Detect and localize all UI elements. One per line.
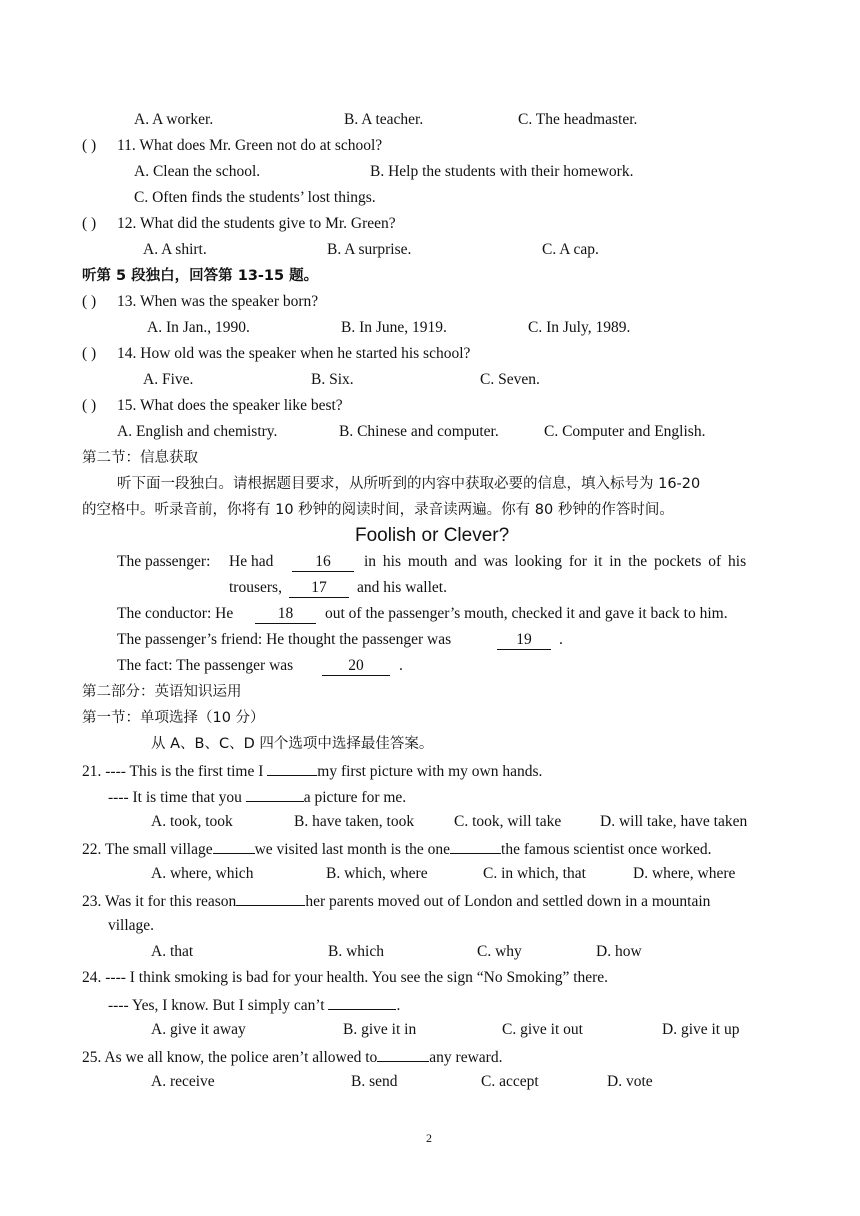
q24-blank[interactable] bbox=[328, 994, 396, 1010]
form-title: Foolish or Clever? bbox=[355, 525, 510, 546]
q12-paren: ( ) bbox=[82, 215, 97, 232]
q14-option-c: C. Seven. bbox=[480, 371, 540, 388]
blank-19[interactable]: 19 bbox=[497, 631, 551, 650]
q25-option-b: B. send bbox=[351, 1073, 398, 1090]
q11-paren: ( ) bbox=[82, 137, 97, 154]
q12-option-c: C. A cap. bbox=[542, 241, 599, 258]
q25-option-c: C. accept bbox=[481, 1073, 539, 1090]
q22-text-3: the famous scientist once worked. bbox=[501, 841, 712, 858]
q24-option-c: C. give it out bbox=[502, 1021, 583, 1038]
q21-line1 bbox=[82, 760, 542, 782]
section1-instruction: 从 A、B、C、D 四个选项中选择最佳答案。 bbox=[151, 736, 434, 752]
passenger-text-2-wrap bbox=[364, 552, 780, 572]
q10-option-c: C. The headmaster. bbox=[518, 111, 638, 128]
blank-18[interactable]: 18 bbox=[255, 605, 316, 624]
q22-blank-1[interactable] bbox=[213, 838, 255, 854]
q21-line2 bbox=[108, 786, 406, 808]
q23-stem bbox=[82, 890, 710, 912]
q23-text-3: village. bbox=[108, 917, 155, 934]
q24-line1: 24. ---- I think smoking is bad for your health. You see the sign “No Smoking” there. bbox=[82, 969, 609, 986]
blank-16[interactable]: 16 bbox=[292, 553, 354, 572]
q22-stem bbox=[82, 838, 712, 860]
q10-option-b: B. A teacher. bbox=[344, 111, 424, 128]
fact-text-2: . bbox=[399, 657, 403, 674]
part-b-heading: 第二部分：英语知识运用 bbox=[82, 684, 242, 700]
q24-line2 bbox=[108, 994, 400, 1016]
q15-option-c: C. Computer and English. bbox=[544, 423, 706, 440]
q24-option-b: B. give it in bbox=[343, 1021, 417, 1038]
blank-20[interactable]: 20 bbox=[322, 657, 390, 676]
q24-line2-end: . bbox=[396, 997, 401, 1014]
q21-option-a: A. took, took bbox=[151, 813, 233, 830]
q12-option-b: B. A surprise. bbox=[327, 241, 412, 258]
q14-option-a: A. Five. bbox=[143, 371, 194, 388]
q10-option-a: A. A worker. bbox=[134, 111, 214, 128]
q25-blank[interactable] bbox=[377, 1046, 429, 1062]
q21-option-c: C. took, will take bbox=[454, 813, 562, 830]
q21-blank-2[interactable] bbox=[246, 786, 304, 802]
q13-stem: 13. When was the speaker born? bbox=[117, 293, 319, 310]
fact-text-1: The fact: The passenger was bbox=[117, 657, 294, 674]
q22-option-c: C. in which, that bbox=[483, 865, 586, 882]
q14-option-b: B. Six. bbox=[311, 371, 354, 388]
q23-option-b: B. which bbox=[328, 943, 384, 960]
q22-text-2: we visited last month is the one bbox=[254, 841, 451, 858]
q23-blank[interactable] bbox=[236, 890, 305, 906]
q21-line2-b: a picture for me. bbox=[303, 789, 407, 806]
passenger-label: The passenger: bbox=[117, 553, 211, 570]
friend-text-1: The passenger’s friend: He thought the passenger was bbox=[117, 631, 452, 648]
q11-stem: 11. What does Mr. Green not do at school? bbox=[117, 137, 383, 154]
section5-heading: 听第 5 段独白，回答第 13-15 题。 bbox=[82, 268, 319, 284]
q22-text-1: 22. The small village bbox=[82, 841, 213, 858]
q23-text-1: 23. Was it for this reason bbox=[82, 893, 237, 910]
section1-heading: 第一节：单项选择（10 分） bbox=[82, 710, 265, 726]
q11-option-b: B. Help the students with their homework. bbox=[370, 163, 634, 180]
page-number: 2 bbox=[426, 1131, 432, 1145]
q24-line2-text: ---- Yes, I know. But I simply can’t bbox=[108, 997, 325, 1014]
q24-option-d: D. give it up bbox=[662, 1021, 740, 1038]
q11-option-c: C. Often finds the students’ lost things. bbox=[134, 189, 376, 206]
q13-option-b: B. In June, 1919. bbox=[341, 319, 447, 336]
q15-paren: ( ) bbox=[82, 397, 97, 414]
q21-blank-1[interactable] bbox=[267, 760, 317, 776]
q21-option-b: B. have taken, took bbox=[294, 813, 415, 830]
q21-line1-b: my first picture with my own hands. bbox=[317, 763, 543, 780]
q21-line2-a: ---- It is time that you bbox=[108, 789, 242, 806]
q12-option-a: A. A shirt. bbox=[143, 241, 207, 258]
q13-paren: ( ) bbox=[82, 293, 97, 310]
q25-stem bbox=[82, 1046, 502, 1068]
q15-stem: 15. What does the speaker like best? bbox=[117, 397, 343, 414]
q14-paren: ( ) bbox=[82, 345, 97, 362]
passenger-text-1: He had bbox=[229, 553, 274, 570]
q25-option-d: D. vote bbox=[607, 1073, 653, 1090]
conductor-text-2: out of the passenger’s mouth, checked it and gave it back to him. bbox=[325, 605, 728, 622]
passenger-text-2: in his mouth and was looking for it in the pockets of his bbox=[364, 553, 747, 570]
part2-heading: 第二节：信息获取 bbox=[82, 450, 198, 466]
q15-option-a: A. English and chemistry. bbox=[117, 423, 278, 440]
passenger-text-4: and his wallet. bbox=[357, 579, 447, 596]
q22-blank-2[interactable] bbox=[450, 838, 501, 854]
q23-text-2: her parents moved out of London and settled down in a mountain bbox=[305, 893, 711, 910]
passenger-text-3: trousers, bbox=[229, 579, 282, 596]
q23-option-c: C. why bbox=[477, 943, 522, 960]
blank-17[interactable]: 17 bbox=[289, 579, 349, 598]
q22-option-d: D. where, where bbox=[633, 865, 736, 882]
q13-option-a: A. In Jan., 1990. bbox=[147, 319, 250, 336]
part2-instruction-line1: 听下面一段独白。请根据题目要求，从所听到的内容中获取必要的信息，填入标号为 16-20 bbox=[117, 476, 701, 492]
q14-stem: 14. How old was the speaker when he started his school? bbox=[117, 345, 471, 362]
conductor-text-1: The conductor: He bbox=[117, 605, 234, 622]
q23-option-d: D. how bbox=[596, 943, 642, 960]
q25-text-2: any reward. bbox=[429, 1049, 503, 1066]
q11-option-a: A. Clean the school. bbox=[134, 163, 261, 180]
q24-option-a: A. give it away bbox=[151, 1021, 246, 1038]
friend-text-2: . bbox=[559, 631, 563, 648]
q21-line1-a: 21. ---- This is the first time I bbox=[82, 763, 264, 780]
q15-option-b: B. Chinese and computer. bbox=[339, 423, 499, 440]
q25-text-1: 25. As we all know, the police aren’t allowed to bbox=[82, 1049, 378, 1066]
q23-option-a: A. that bbox=[151, 943, 194, 960]
q25-option-a: A. receive bbox=[151, 1073, 215, 1090]
q22-option-b: B. which, where bbox=[326, 865, 428, 882]
q21-option-d: D. will take, have taken bbox=[600, 813, 748, 830]
part2-instruction-line2: 的空格中。听录音前，你将有 10 秒钟的阅读时间，录音读两遍。你有 80 秒钟的作答时间。 bbox=[82, 502, 674, 518]
q13-option-c: C. In July, 1989. bbox=[528, 319, 631, 336]
q12-stem: 12. What did the students give to Mr. Green? bbox=[117, 215, 396, 232]
q22-option-a: A. where, which bbox=[151, 865, 254, 882]
